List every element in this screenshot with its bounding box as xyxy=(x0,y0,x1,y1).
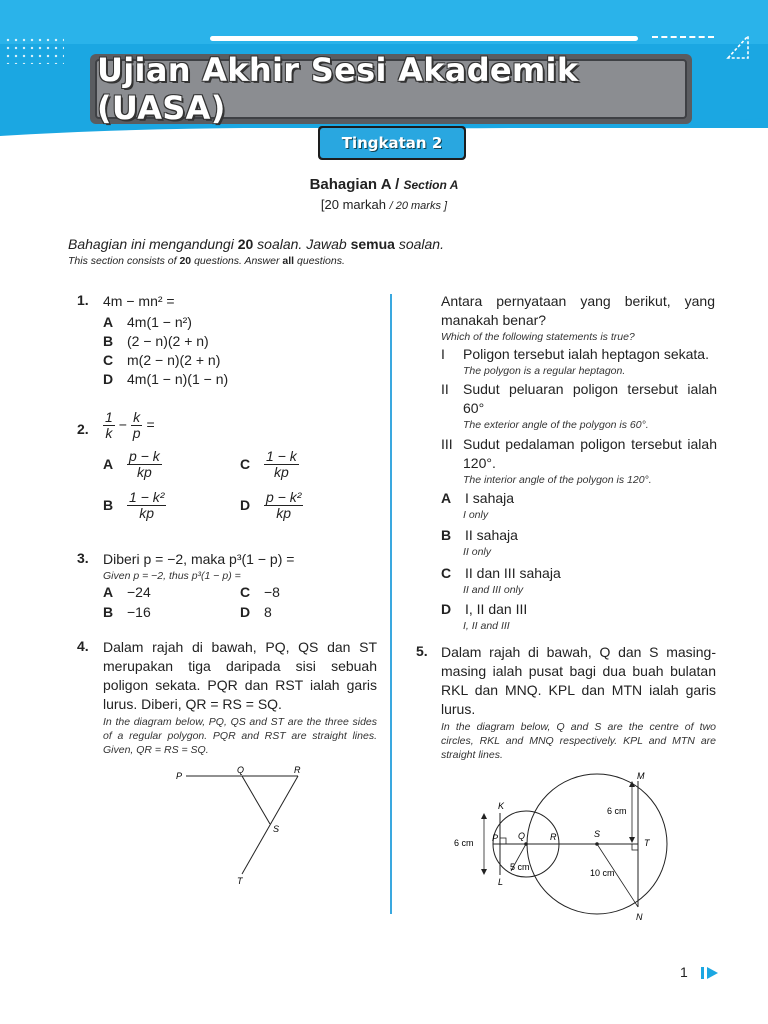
section-title: Bahagian A / Section A xyxy=(309,176,459,193)
q5-label-r: R xyxy=(550,832,557,842)
q1-option-b[interactable]: B (2 − n)(2 + n) xyxy=(103,332,209,349)
question-1 xyxy=(103,292,373,388)
q5-label-s: S xyxy=(594,829,601,839)
q5-label-q: Q xyxy=(518,831,526,841)
q5-stem: Dalam rajah di bawah, Q dan S masing-masing ialah pusat bagi dua buah bulatan RKL dan MNQ. KPL dan MTN ialah garis lurus. In the diagram below, Q and S are the centre of two circles, RKL and MNQ respectively. KPL and MTN are straight lines. xyxy=(441,644,716,761)
q3-option-d[interactable]: D 8 xyxy=(240,604,272,620)
q3-option-b[interactable]: B −16 xyxy=(103,604,151,620)
q4-option-b[interactable]: B II sahaja II only xyxy=(441,527,518,558)
q4-option-d[interactable]: D I, II dan III I, II and III xyxy=(441,601,528,632)
q5-label-l: L xyxy=(498,877,504,887)
grade-label: Tingkatan 2 xyxy=(341,134,443,152)
q4-label-p: P xyxy=(176,771,183,781)
section-marks: [20 markah / 20 marks ] xyxy=(320,197,448,212)
decor-dash xyxy=(652,36,714,38)
q3-stem: Diberi p = −2, maka p³(1 − p) = Given p = −2, thus p³(1 − p) = xyxy=(103,551,295,582)
q5-label-n: N xyxy=(636,912,643,922)
q4-continued: Antara pernyataan yang berikut, yang manakah benar? Which of the following statements is true? xyxy=(441,293,715,343)
q5-len-5cm: 5 cm xyxy=(510,862,530,872)
q1-number: 1. xyxy=(77,292,89,308)
q2-option-b[interactable]: B $\frac{\text{1 − k²}}{kp}$ xyxy=(103,489,165,522)
q4-option-a[interactable]: A I sahaja I only xyxy=(441,490,515,521)
q5-len-6cm-top: 6 cm xyxy=(607,806,627,816)
q4-label-t: T xyxy=(237,876,243,886)
decor-stripe xyxy=(210,36,638,41)
q5-label-m: M xyxy=(637,771,645,781)
q4-label-r: R xyxy=(294,765,301,775)
q3-number: 3. xyxy=(77,550,89,566)
q5-label-t: T xyxy=(644,838,650,848)
next-page-arrow-icon xyxy=(700,965,720,981)
q4-label-q: Q xyxy=(237,765,245,775)
q2-option-d[interactable]: D $\frac{\text{p − k²}}{kp}$ xyxy=(240,489,302,522)
q4-statement-2: II Sudut peluaran poligon tersebut ialah 60° The exterior angle of the polygon is 60°. xyxy=(441,381,717,431)
q2-stem: $\frac{1}{k}$ − $\frac{k}{p}$ = xyxy=(105,409,155,442)
q1-option-a[interactable]: A 4m(1 − n²) xyxy=(103,313,192,330)
q4-stem: Dalam rajah di bawah, PQ, QS dan ST merupakan tiga daripada sisi sebuah poligon sekata. PQR dan RST ialah garis lurus. Diberi, QR = RS = SQ. In the diagram below, PQ, QS and ST are the three sides of a regular polygon. PQR and RST are straight lines. Given, QR = RS = SQ. xyxy=(103,639,377,756)
q1-option-c[interactable]: C m(2 − n)(2 + n) xyxy=(103,351,221,368)
q1-option-d[interactable]: D 4m(1 − n)(1 − n) xyxy=(103,370,229,387)
q2-option-c[interactable]: C $\frac{1 - k}{kp}$ xyxy=(240,448,297,481)
q5-len-10cm: 10 cm xyxy=(590,868,615,878)
page-number: 1 xyxy=(680,964,688,980)
q3-option-c[interactable]: C −8 xyxy=(240,584,280,600)
q1-stem: 4m − mn² = xyxy=(103,293,175,309)
q5-len-6cm-left: 6 cm xyxy=(454,838,474,848)
instruction-malay: Bahagian ini mengandungi 20 soalan. Jawab semua soalan. xyxy=(68,236,444,252)
q2-option-a[interactable]: A $\frac{p - k}{kp}$ xyxy=(103,448,160,481)
q4-polygon-diagram xyxy=(170,762,320,890)
column-divider xyxy=(390,294,392,914)
decor-dots xyxy=(4,36,64,64)
q4-statement-1: I Poligon tersebut ialah heptagon sekata. The polygon is a regular heptagon. xyxy=(441,346,709,377)
q5-circles-diagram xyxy=(448,764,688,934)
q4-number: 4. xyxy=(77,638,89,654)
exam-title-box xyxy=(90,51,692,127)
grade-tab xyxy=(318,126,466,160)
q4-option-c[interactable]: C II dan III sahaja II and III only xyxy=(441,565,561,596)
q4-label-s: S xyxy=(273,824,280,834)
q2-number: 2. xyxy=(77,421,89,437)
q5-number: 5. xyxy=(416,643,428,659)
q3-option-a[interactable]: A −24 xyxy=(103,584,151,600)
q4-statement-3: III Sudut pedalaman poligon tersebut ialah 120°. The interior angle of the polygon is 120°. xyxy=(441,436,717,486)
exam-title: Ujian Akhir Sesi Akademik (UASA) xyxy=(97,51,579,127)
q5-label-k: K xyxy=(498,801,505,811)
decor-triangle-icon xyxy=(726,34,750,60)
q5-label-p: P xyxy=(492,833,499,843)
instruction-english: This section consists of 20 questions. Answer all questions. xyxy=(68,255,345,267)
